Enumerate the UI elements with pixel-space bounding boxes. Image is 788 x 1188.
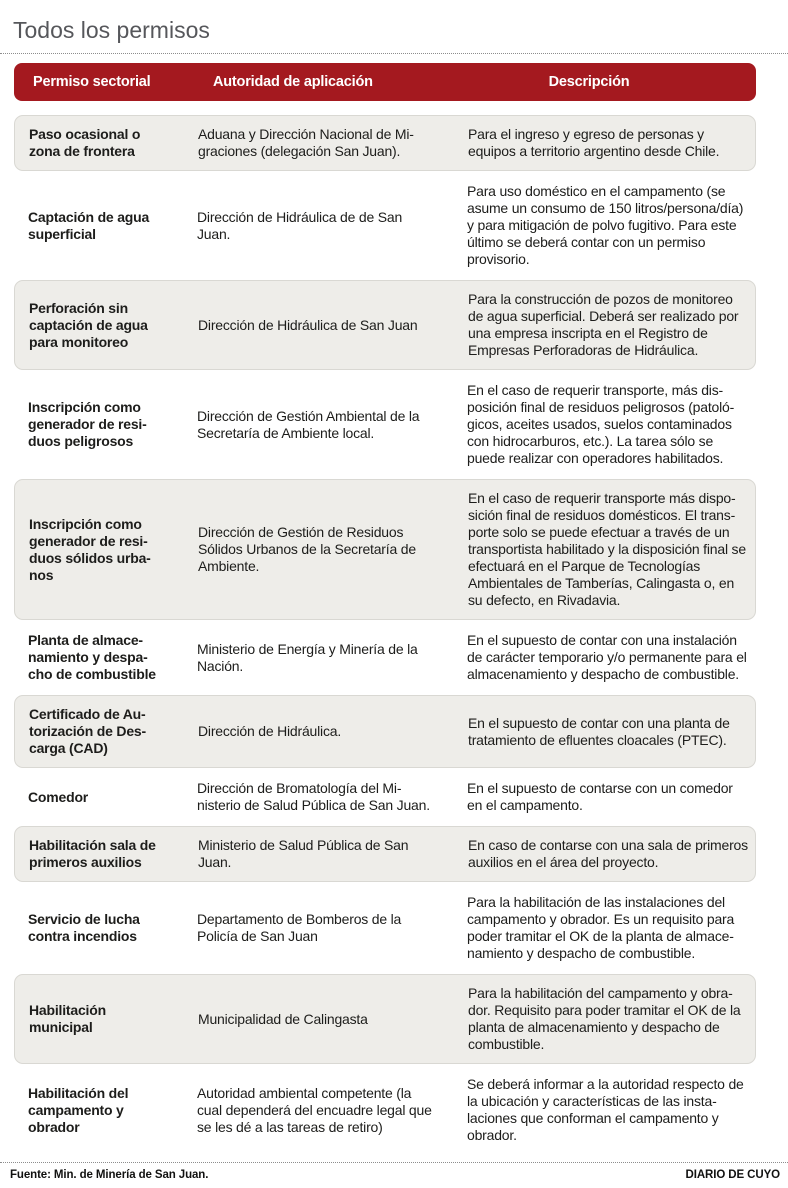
table-row (14, 884, 756, 972)
cell-permiso: Captación de agua superficial (28, 208, 150, 242)
source-credit: Fuente: Min. de Minería de San Juan. (10, 1169, 209, 1181)
cell-permiso: Habilitación del campamento y obrador (28, 1084, 129, 1135)
cell-permiso: Inscripción como generador de residuos peligrosos (28, 399, 147, 449)
cell-permiso: Paso ocasional o zona de frontera (29, 126, 141, 159)
cell-descripcion: Se deberá informar a la autoridad respecto de la ubicación y características de las instalaciones que conforman el campamento y obrador. (467, 1076, 744, 1143)
cell-autoridad: Departamento de Bomberos de la Policía de San Juan (197, 911, 402, 944)
cell-descripcion: Para la habilitación del campamento y obrador. Requisito para poder tramitar el OK de la planta de almacenamiento y despacho de combustible. (468, 985, 741, 1052)
table-row (14, 622, 756, 693)
cell-descripcion: En el supuesto de contar con una planta de tratamiento de efluentes cloacales (PTEC). (468, 714, 730, 748)
permits-table (14, 63, 756, 1154)
table-row (14, 479, 756, 620)
cell-descripcion: Para la construcción de pozos de monitoreo de agua superficial. Deberá ser realizado por una empresa inscripta en el Registro de Empresas Perforadoras de Hidráulica. (468, 291, 739, 358)
page-title: Todos los permisos (13, 17, 210, 43)
cell-autoridad: Dirección de Hidráulica. (198, 723, 342, 739)
table-row (14, 1066, 756, 1154)
cell-descripcion: En el supuesto de contarse con un comedor en el campamento. (467, 780, 733, 813)
column-header-permiso: Permiso sectorial (33, 74, 151, 90)
table-body (14, 115, 756, 1154)
cell-autoridad: Dirección de Hidráulica de de San Juan. (197, 208, 403, 242)
table-row (14, 280, 756, 370)
cell-descripcion: Para el ingreso y egreso de personas y equipos a territorio argentino desde Chile. (468, 126, 720, 159)
cell-autoridad: Dirección de Bromatología del Ministerio de Salud Pública de San Juan. (197, 780, 430, 813)
top-divider (0, 53, 788, 54)
cell-permiso: Planta de almacenamiento y despacho de combustible (28, 632, 156, 682)
footer (0, 1163, 788, 1181)
cell-descripcion: En el caso de requerir transporte más disposición final de residuos domésticos. El transporte solo se puede efectuar a través de un transportista habilitado y la disposición final se efectuará en el Parque de Tecnologías Ambientales de Tamberías, Calingasta o, en su defecto, en Rivadavia. (468, 490, 746, 608)
cell-permiso: Habilitación municipal (29, 1002, 106, 1035)
cell-autoridad: Dirección de Gestión de Residuos Sólidos Urbanos de la Secretaría de Ambiente. (198, 524, 416, 574)
cell-autoridad: Municipalidad de Calingasta (198, 1010, 368, 1027)
cell-permiso: Comedor (28, 788, 89, 805)
table-header-bar (14, 63, 756, 101)
cell-autoridad: Dirección de Gestión Ambiental de la Secretaría de Ambiente local. (197, 407, 420, 441)
cell-permiso: Habilitación sala de primeros auxilios (29, 837, 156, 870)
cell-permiso: Servicio de lucha contra incendios (28, 911, 140, 944)
table-row (14, 372, 756, 477)
publisher-credit: DIARIO DE CUYO (685, 1169, 780, 1181)
cell-autoridad: Ministerio de Salud Pública de San Juan. (198, 837, 409, 870)
table-row (14, 173, 756, 278)
column-header-autoridad: Autoridad de aplicación (213, 74, 373, 90)
cell-permiso: Certificado de Autorización de Descarga (CAD) (29, 706, 147, 756)
table-row (14, 770, 756, 824)
cell-autoridad: Ministerio de Energía y Minería de la Nación. (197, 640, 418, 674)
table-row (14, 826, 756, 882)
cell-descripcion: En el supuesto de contar con una instalación de carácter temporario y/o permanente para el almacenamiento y despacho de combustible. (467, 632, 747, 682)
cell-autoridad: Autoridad ambiental competente (la cual dependerá del encuadre legal que se les dé a las tareas de retiro) (197, 1084, 432, 1135)
cell-autoridad: Dirección de Hidráulica de San Juan (198, 316, 418, 333)
cell-autoridad: Aduana y Dirección Nacional de Migraciones (delegación San Juan). (198, 126, 414, 159)
column-header-descripcion: Descripción (548, 74, 630, 90)
cell-permiso: Inscripción como generador de residuos sólidos urbanos (29, 515, 151, 583)
table-row (14, 974, 756, 1064)
table-row (14, 115, 756, 171)
cell-descripcion: En el caso de requerir transporte, más disposición final de residuos peligrosos (patológicos, aceites usados, suelos contaminados con hidrocarburos, etc.). La tarea sólo se puede realizar con operadores habilitados. (467, 382, 735, 466)
cell-permiso: Perforación sin captación de agua para monitoreo (29, 299, 148, 350)
cell-descripcion: En caso de contarse con una sala de primeros auxilios en el área del proyecto. (468, 837, 748, 870)
cell-descripcion: Para la habilitación de las instalaciones del campamento y obrador. Es un requisito para poder tramitar el OK de la planta de almacenamiento y despacho de combustible. (467, 894, 735, 961)
cell-descripcion: Para uso doméstico en el campamento (se asume un consumo de 150 litros/persona/día) y para mitigación de polvo fugitivo. Para este último se deberá contar con un permiso provisorio. (467, 183, 744, 267)
table-row (14, 695, 756, 768)
